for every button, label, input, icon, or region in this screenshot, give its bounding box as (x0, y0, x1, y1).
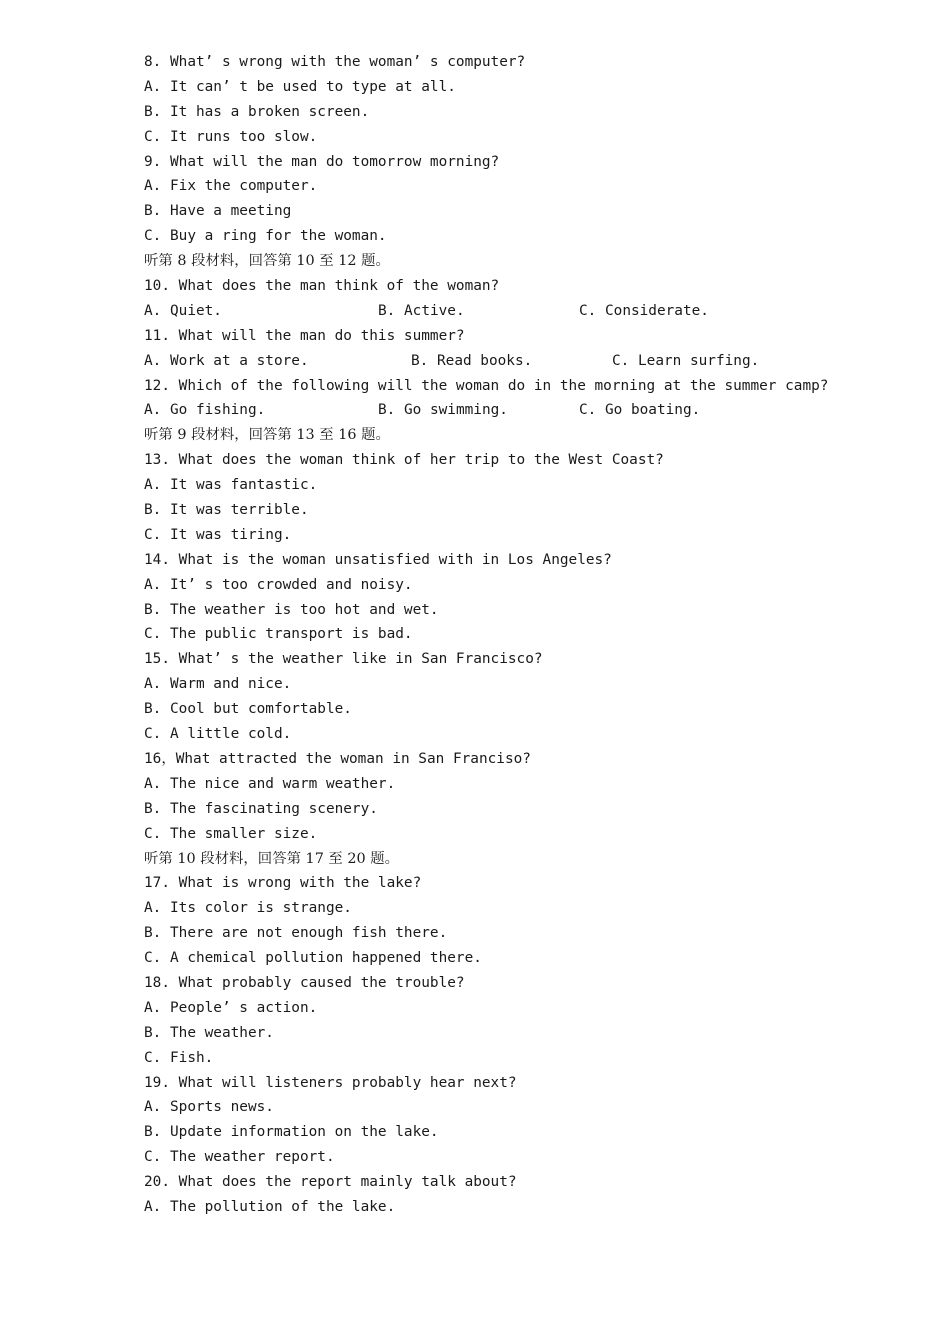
answer-option: A. Quiet. (144, 302, 222, 319)
answer-option: A. Go fishing. (144, 402, 266, 419)
answer-option: B. The weather. (144, 1024, 274, 1041)
question-text: 9. What will the man do tomorrow morning? (144, 153, 500, 170)
answer-option: A. The nice and warm weather. (144, 775, 396, 792)
option-row (144, 398, 824, 423)
question-text: 8. What’ s wrong with the woman’ s computer? (144, 54, 526, 70)
answer-option: C. The weather report. (144, 1149, 335, 1166)
answer-option: C. The smaller size. (144, 825, 318, 842)
answer-option: C. Buy a ring for the woman. (144, 228, 387, 245)
question-text: 15. What’ s the weather like in San Francisco? (144, 651, 543, 668)
question-text: 19. What will listeners probably hear next? (144, 1074, 517, 1091)
answer-option: A. It can’ t be used to type at all. (144, 78, 456, 95)
answer-option: A. It was fantastic. (144, 477, 318, 494)
option-row (144, 349, 824, 374)
question-text: 14. What is the woman unsatisfied with in Los Angeles? (144, 551, 612, 568)
answer-option: C. The public transport is bad. (144, 626, 413, 643)
option-row (144, 299, 824, 324)
answer-option: B. The weather is too hot and wet. (144, 601, 439, 618)
answer-option: B. Update information on the lake. (144, 1124, 439, 1141)
question-text: 17. What is wrong with the lake? (144, 875, 422, 892)
answer-option: A. Fix the computer. (144, 178, 318, 195)
answer-option: B. Read books. (411, 352, 533, 369)
answer-option: A. The pollution of the lake. (144, 1198, 396, 1215)
answer-option: C. Fish. (144, 1049, 214, 1066)
answer-option: B. The fascinating scenery. (144, 800, 378, 817)
question-text: 10. What does the man think of the woman? (144, 278, 500, 295)
answer-option: B. Have a meeting (144, 203, 292, 220)
section-heading: 听第 10 段材料，回答第 17 至 20 题。 (144, 850, 400, 867)
answer-option: C. It was tiring. (144, 526, 292, 543)
answer-option: B. It was terrible. (144, 502, 309, 519)
section-heading: 听第 9 段材料，回答第 13 至 16 题。 (144, 427, 390, 444)
question-text: 20. What does the report mainly talk about? (144, 1174, 517, 1191)
question-text: 13. What does the woman think of her trip to the West Coast? (144, 452, 664, 469)
question-text: 18. What probably caused the trouble? (144, 974, 465, 991)
answer-option: B. Cool but comfortable. (144, 701, 352, 718)
answer-option: B. Active. (378, 302, 465, 319)
exam-page (144, 50, 829, 1220)
answer-option: C. Learn surfing. (612, 352, 760, 369)
answer-option: C. It runs too slow. (144, 128, 318, 145)
answer-option: B. There are not enough fish there. (144, 925, 448, 942)
answer-option: A. Sports news. (144, 1099, 274, 1116)
answer-option: A. People’ s action. (144, 999, 318, 1016)
answer-option: A. It’ s too crowded and noisy. (144, 576, 413, 593)
answer-option: C. Considerate. (579, 302, 709, 319)
answer-option: C. A chemical pollution happened there. (144, 950, 482, 967)
answer-option: B. It has a broken screen. (144, 103, 370, 120)
answer-option: A. Work at a store. (144, 352, 309, 369)
answer-option: C. A little cold. (144, 726, 292, 743)
question-text: 12. Which of the following will the woman do in the morning at the summer camp? (144, 377, 829, 394)
answer-option: C. Go boating. (579, 402, 701, 419)
question-text: 16，What attracted the woman in San Franciso? (144, 750, 531, 767)
answer-option: A. Warm and nice. (144, 676, 292, 693)
answer-option: A. Its color is strange. (144, 900, 352, 917)
question-text: 11. What will the man do this summer? (144, 327, 465, 344)
section-heading: 听第 8 段材料，回答第 10 至 12 题。 (144, 253, 390, 270)
answer-option: B. Go swimming. (378, 402, 508, 419)
